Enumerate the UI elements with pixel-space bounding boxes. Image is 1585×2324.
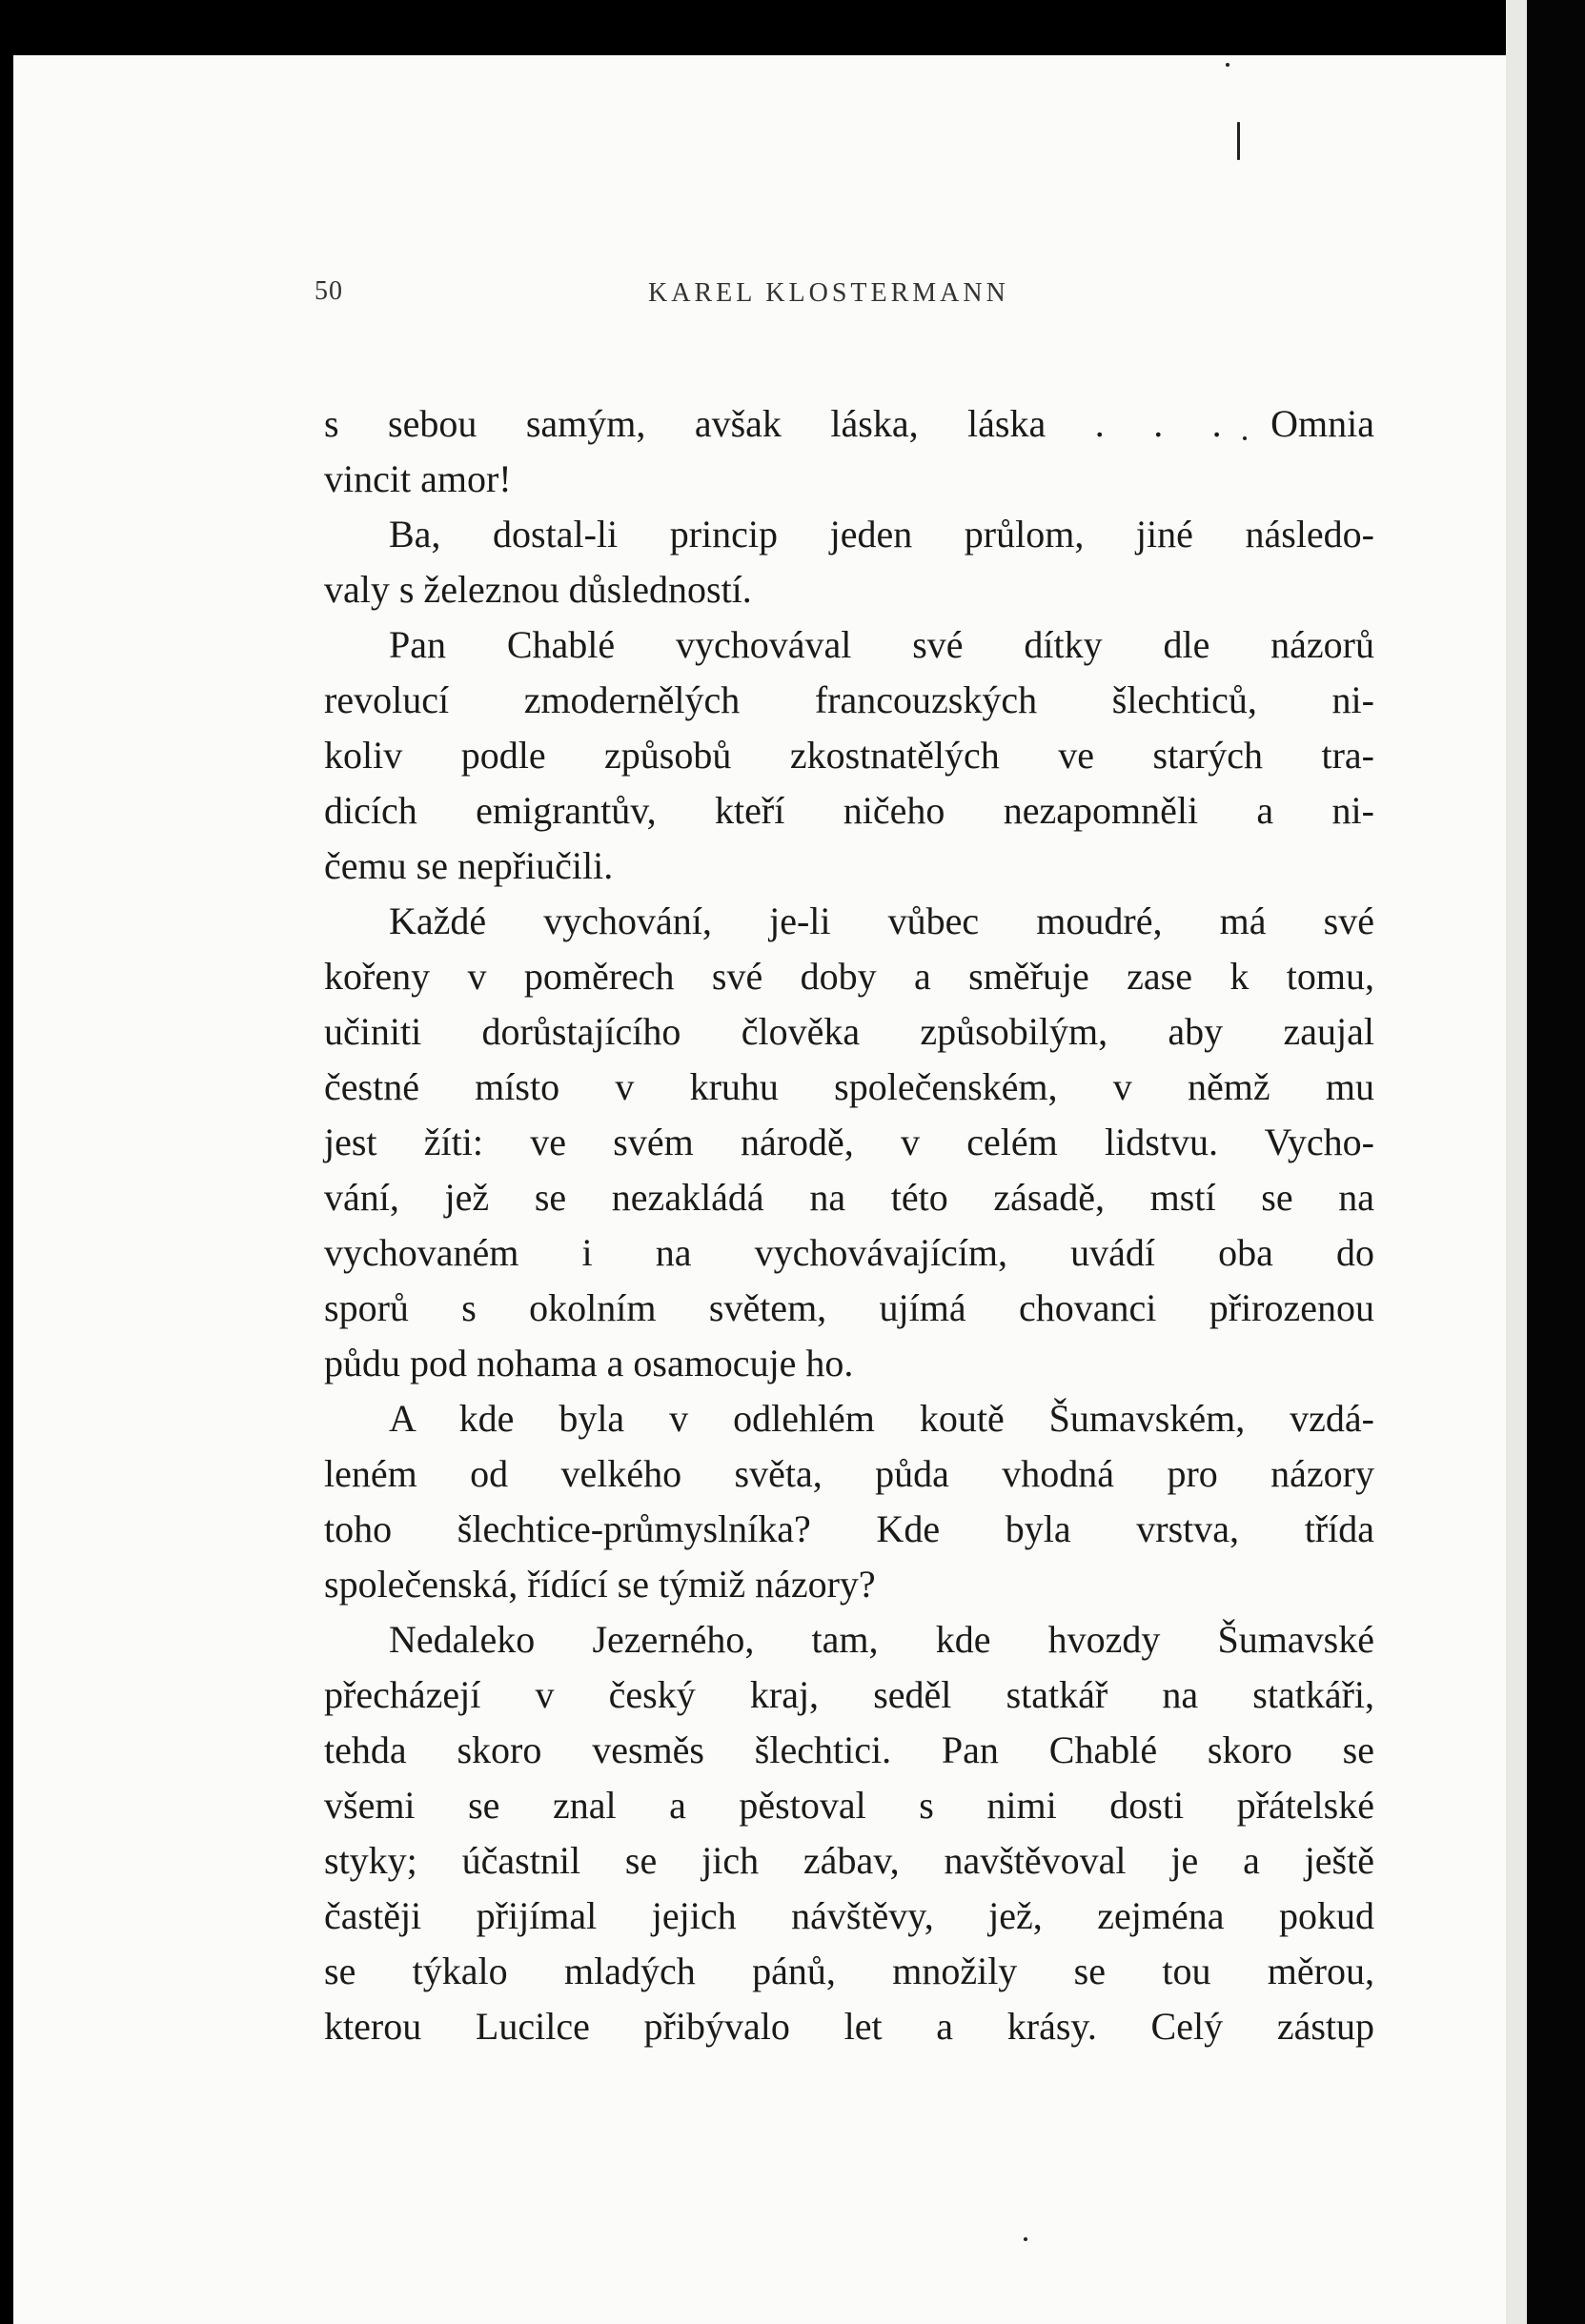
text-line: vincit amor! bbox=[324, 457, 512, 500]
text-line: Ba, dostal-li princip jeden průlom, jiné následo- bbox=[389, 513, 1374, 556]
text-line: A kde byla v odlehlém koutě Šumavském, vzdá- bbox=[389, 1397, 1374, 1440]
text-line: dicích emigrantův, kteří ničeho nezapomněli a ni- bbox=[324, 789, 1374, 832]
text-line: koliv podle způsobů zkostnatělých ve starých tra- bbox=[324, 734, 1374, 777]
text-line: vání, jež se nezakládá na této zásadě, mstí se na bbox=[324, 1176, 1374, 1219]
text-line: čemu se nepřiučili. bbox=[324, 844, 614, 887]
text-line: styky; účastnil se jich zábav, navštěvoval je a ještě bbox=[324, 1839, 1374, 1882]
text-line: přecházejí v český kraj, seděl statkář na statkáři, bbox=[324, 1673, 1374, 1716]
text-line: jest žíti: ve svém národě, v celém lidstvu. Vycho- bbox=[324, 1121, 1374, 1163]
text-line: společenská, řídící se týmiž názory? bbox=[324, 1563, 876, 1606]
text-line: vychovaném i na vychovávajícím, uvádí oba do bbox=[324, 1231, 1374, 1274]
scan-speck bbox=[1226, 63, 1229, 67]
text-line: půdu pod nohama a osamocuje ho. bbox=[324, 1342, 854, 1384]
scan-speck bbox=[1024, 2237, 1027, 2241]
text-line: valy s železnou důsledností. bbox=[324, 568, 752, 611]
text-line: učiniti dorůstajícího člověka způsobilým, aby zaujal bbox=[324, 1010, 1374, 1053]
page-edge bbox=[1506, 0, 1527, 2324]
book-page bbox=[13, 55, 1506, 2324]
text-line: revolucí zmodernělých francouzských šlechticů, ni- bbox=[324, 678, 1374, 721]
text-line: sporů s okolním světem, ujímá chovanci přirozenou bbox=[324, 1286, 1374, 1329]
text-line: Pan Chablé vychovával své dítky dle názorů bbox=[389, 623, 1374, 666]
text-line: všemi se znal a pěstoval s nimi dosti přátelské bbox=[324, 1784, 1374, 1827]
scan-speck bbox=[1237, 122, 1240, 160]
text-line: Nedaleko Jezerného, tam, kde hvozdy Šumavské bbox=[389, 1618, 1374, 1661]
text-line: kterou Lucilce přibývalo let a krásy. Celý zástup bbox=[324, 2005, 1374, 2048]
text-line: toho šlechtice-průmyslníka? Kde byla vrstva, třída bbox=[324, 1507, 1374, 1550]
binding-shadow bbox=[1527, 0, 1585, 2324]
text-line: Každé vychování, je-li vůbec moudré, má své bbox=[389, 899, 1374, 942]
running-head bbox=[315, 276, 1372, 314]
text-line: kořeny v poměrech své doby a směřuje zase k tomu, bbox=[324, 955, 1374, 998]
text-line: se týkalo mladých pánů, množily se tou měrou, bbox=[324, 1950, 1374, 1992]
text-line: častěji přijímal jejich návštěvy, jež, zejména pokud bbox=[324, 1894, 1374, 1937]
text-line: leném od velkého světa, půda vhodná pro názory bbox=[324, 1452, 1374, 1495]
page-number: 50 bbox=[315, 276, 343, 306]
text-line: čestné místo v kruhu společenském, v němž mu bbox=[324, 1065, 1374, 1108]
text-line: tehda skoro vesměs šlechtici. Pan Chablé skoro se bbox=[324, 1728, 1374, 1771]
text-line: s sebou samým, avšak láska, láska . . . Omnia bbox=[324, 402, 1374, 445]
running-title: KAREL KLOSTERMANN bbox=[648, 278, 1009, 308]
body-text bbox=[324, 396, 1374, 2054]
